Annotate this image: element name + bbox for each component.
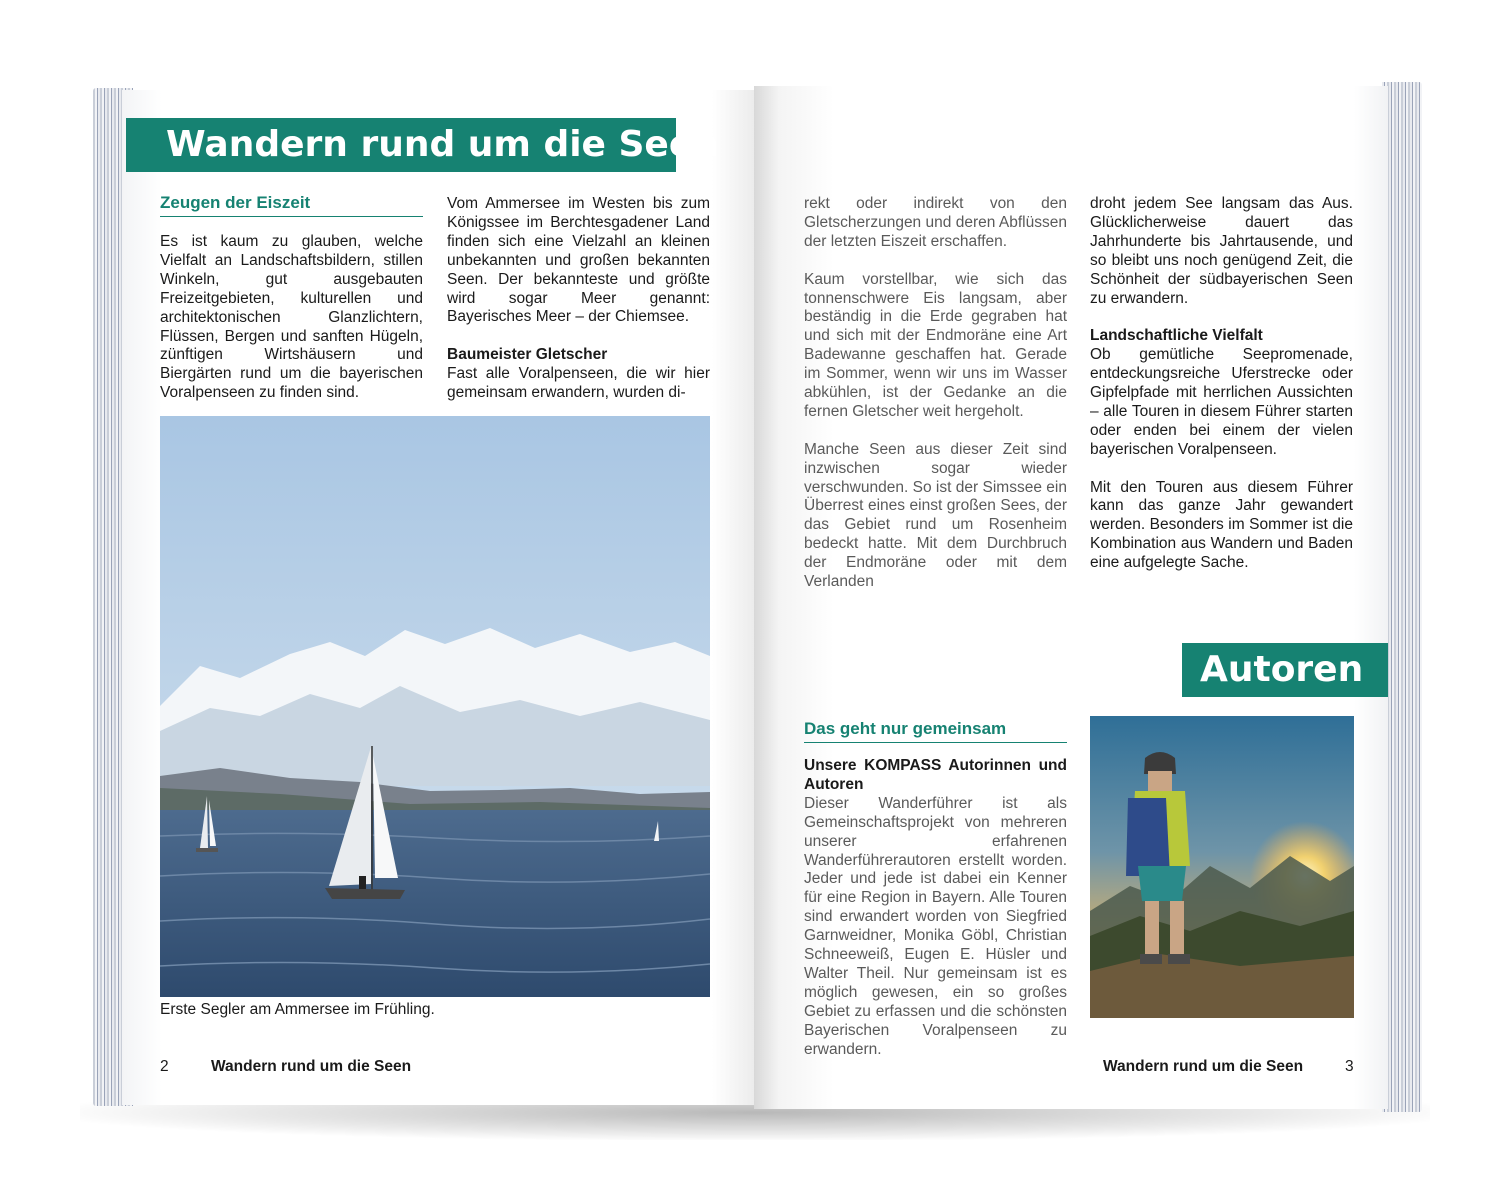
left-column-2 — [447, 195, 710, 403]
chapter-title: Wandern rund um die Seen — [126, 118, 676, 172]
subheading-vielfalt: Landschaftliche Vielfalt — [1090, 327, 1263, 345]
touren-paragraph: Mit den Touren aus diesem Führer kann das ganze Jahr gewandert werden. Besonders im Sommer ist die Kombination aus Wandern und Baden eine aufgelegte Sache. — [1090, 478, 1353, 572]
autoren-title: Autoren — [1182, 643, 1388, 697]
subheading-gletscher: Baumeister Gletscher — [447, 346, 608, 364]
intro-paragraph: Es ist kaum zu glauben, welche Vielfalt an Landschaftsbildern, stillen Winkeln, gut ausgebauten Freizeitgebieten, kulturellen und architektonischen Glanzlichtern, Flüssen, Bergen und sanften Hügeln, zünftigen Wirtshäusern und Biergärten rund um die bayerischen Voralpenseen zu finden sind. — [160, 233, 423, 402]
photo-caption: Erste Segler am Ammersee im Frühling. — [160, 1001, 435, 1018]
hiker-sunset-photo — [1090, 716, 1354, 1018]
lakes-paragraph: Vom Ammersee im Westen bis zum Königssee im Berchtesgadener Land finden sich eine Vielzahl an kleinen unbekannten und großen bekannten Seen. Der bekannteste und größte wird sogar Meer genannt: Bayerisches Meer – der Chiemsee. — [447, 195, 710, 326]
left-column-1 — [160, 233, 423, 422]
aus-paragraph: droht jedem See langsam das Aus. Glücklicherweise dauert das Jahrhunderte bis Jahrtausende, und so bleibt uns noch genügend Zeit, die Schönheit der südbayerischen Seen zu erwandern. — [1090, 195, 1353, 307]
autoren-paragraph: Dieser Wanderführer ist als Gemeinschaftsprojekt von mehreren unserer erfahrenen Wanderführerautoren erstellt worden. Jeder und jede ist dabei ein Kenner für eine Region in Bayern. Alle Touren sind erwandert worden von Siegfried Garnweidner, Monika Göbl, Christian Schneeweiß, Eugen E. Hüsler und Walter Theil. Nur gemeinsam ist es möglich gewesen, ein so großes Gebiet zu erfassen und die schönsten Bayerischen Voralpenseen zu erwandern. — [804, 794, 1067, 1058]
page-number-left: 2 — [160, 1058, 169, 1075]
eis-paragraph: Kaum vorstellbar, wie sich das tonnenschwere Eis langsam, aber beständig in die Erde gegraben hat und sich mit der Endmoräne eine Art Badewanne geschaffen hat. Gerade im Sommer, wenn wir uns im Wasser abkühlen, ist der Gedanke an die fernen Gletscher weit hergeholt. — [804, 270, 1067, 420]
right-page-edges — [1382, 82, 1422, 1112]
autoren-column — [804, 757, 1067, 1060]
right-column-2 — [1090, 195, 1353, 592]
right-column-1 — [804, 195, 1067, 611]
gletscher-continued-paragraph: rekt oder indirekt von den Gletscherzungen und deren Abflüssen der letzten Eiszeit erschaffen. — [804, 195, 1067, 250]
section-heading-eiszeit: Zeugen der Eiszeit — [160, 193, 423, 217]
vielfalt-paragraph: Ob gemütliche Seepromenade, entdeckungsreiche Uferstrecke oder Gipfelpfade mit herrlichen Aussichten – alle Touren in diesem Führer starten oder enden bei einem der vielen bayerischen Voralpenseen. — [1090, 346, 1353, 458]
gletscher-paragraph: Fast alle Voralpenseen, die wir hier gemeinsam erwandern, wurden di- — [447, 365, 710, 402]
subheading-kompass-autoren: Unsere KOMPASS Autorinnen und Autoren — [804, 757, 1067, 793]
running-title-right: Wandern rund um die Seen — [1103, 1058, 1304, 1075]
page-number-right: 3 — [1345, 1058, 1354, 1075]
section-heading-gemeinsam: Das geht nur gemeinsam — [804, 719, 1067, 743]
seen-paragraph: Manche Seen aus dieser Zeit sind inzwischen sogar wieder verschwunden. So ist der Simssee ein Überrest eines einst großen Sees, der das Gebiet rund um Rosenheim bedeckt hatte. Mit dem Durchbruch der Endmoräne oder mit dem Verlanden — [804, 440, 1067, 591]
ammersee-sailboat-photo — [160, 416, 710, 997]
running-title-left: Wandern rund um die Seen — [211, 1058, 412, 1075]
